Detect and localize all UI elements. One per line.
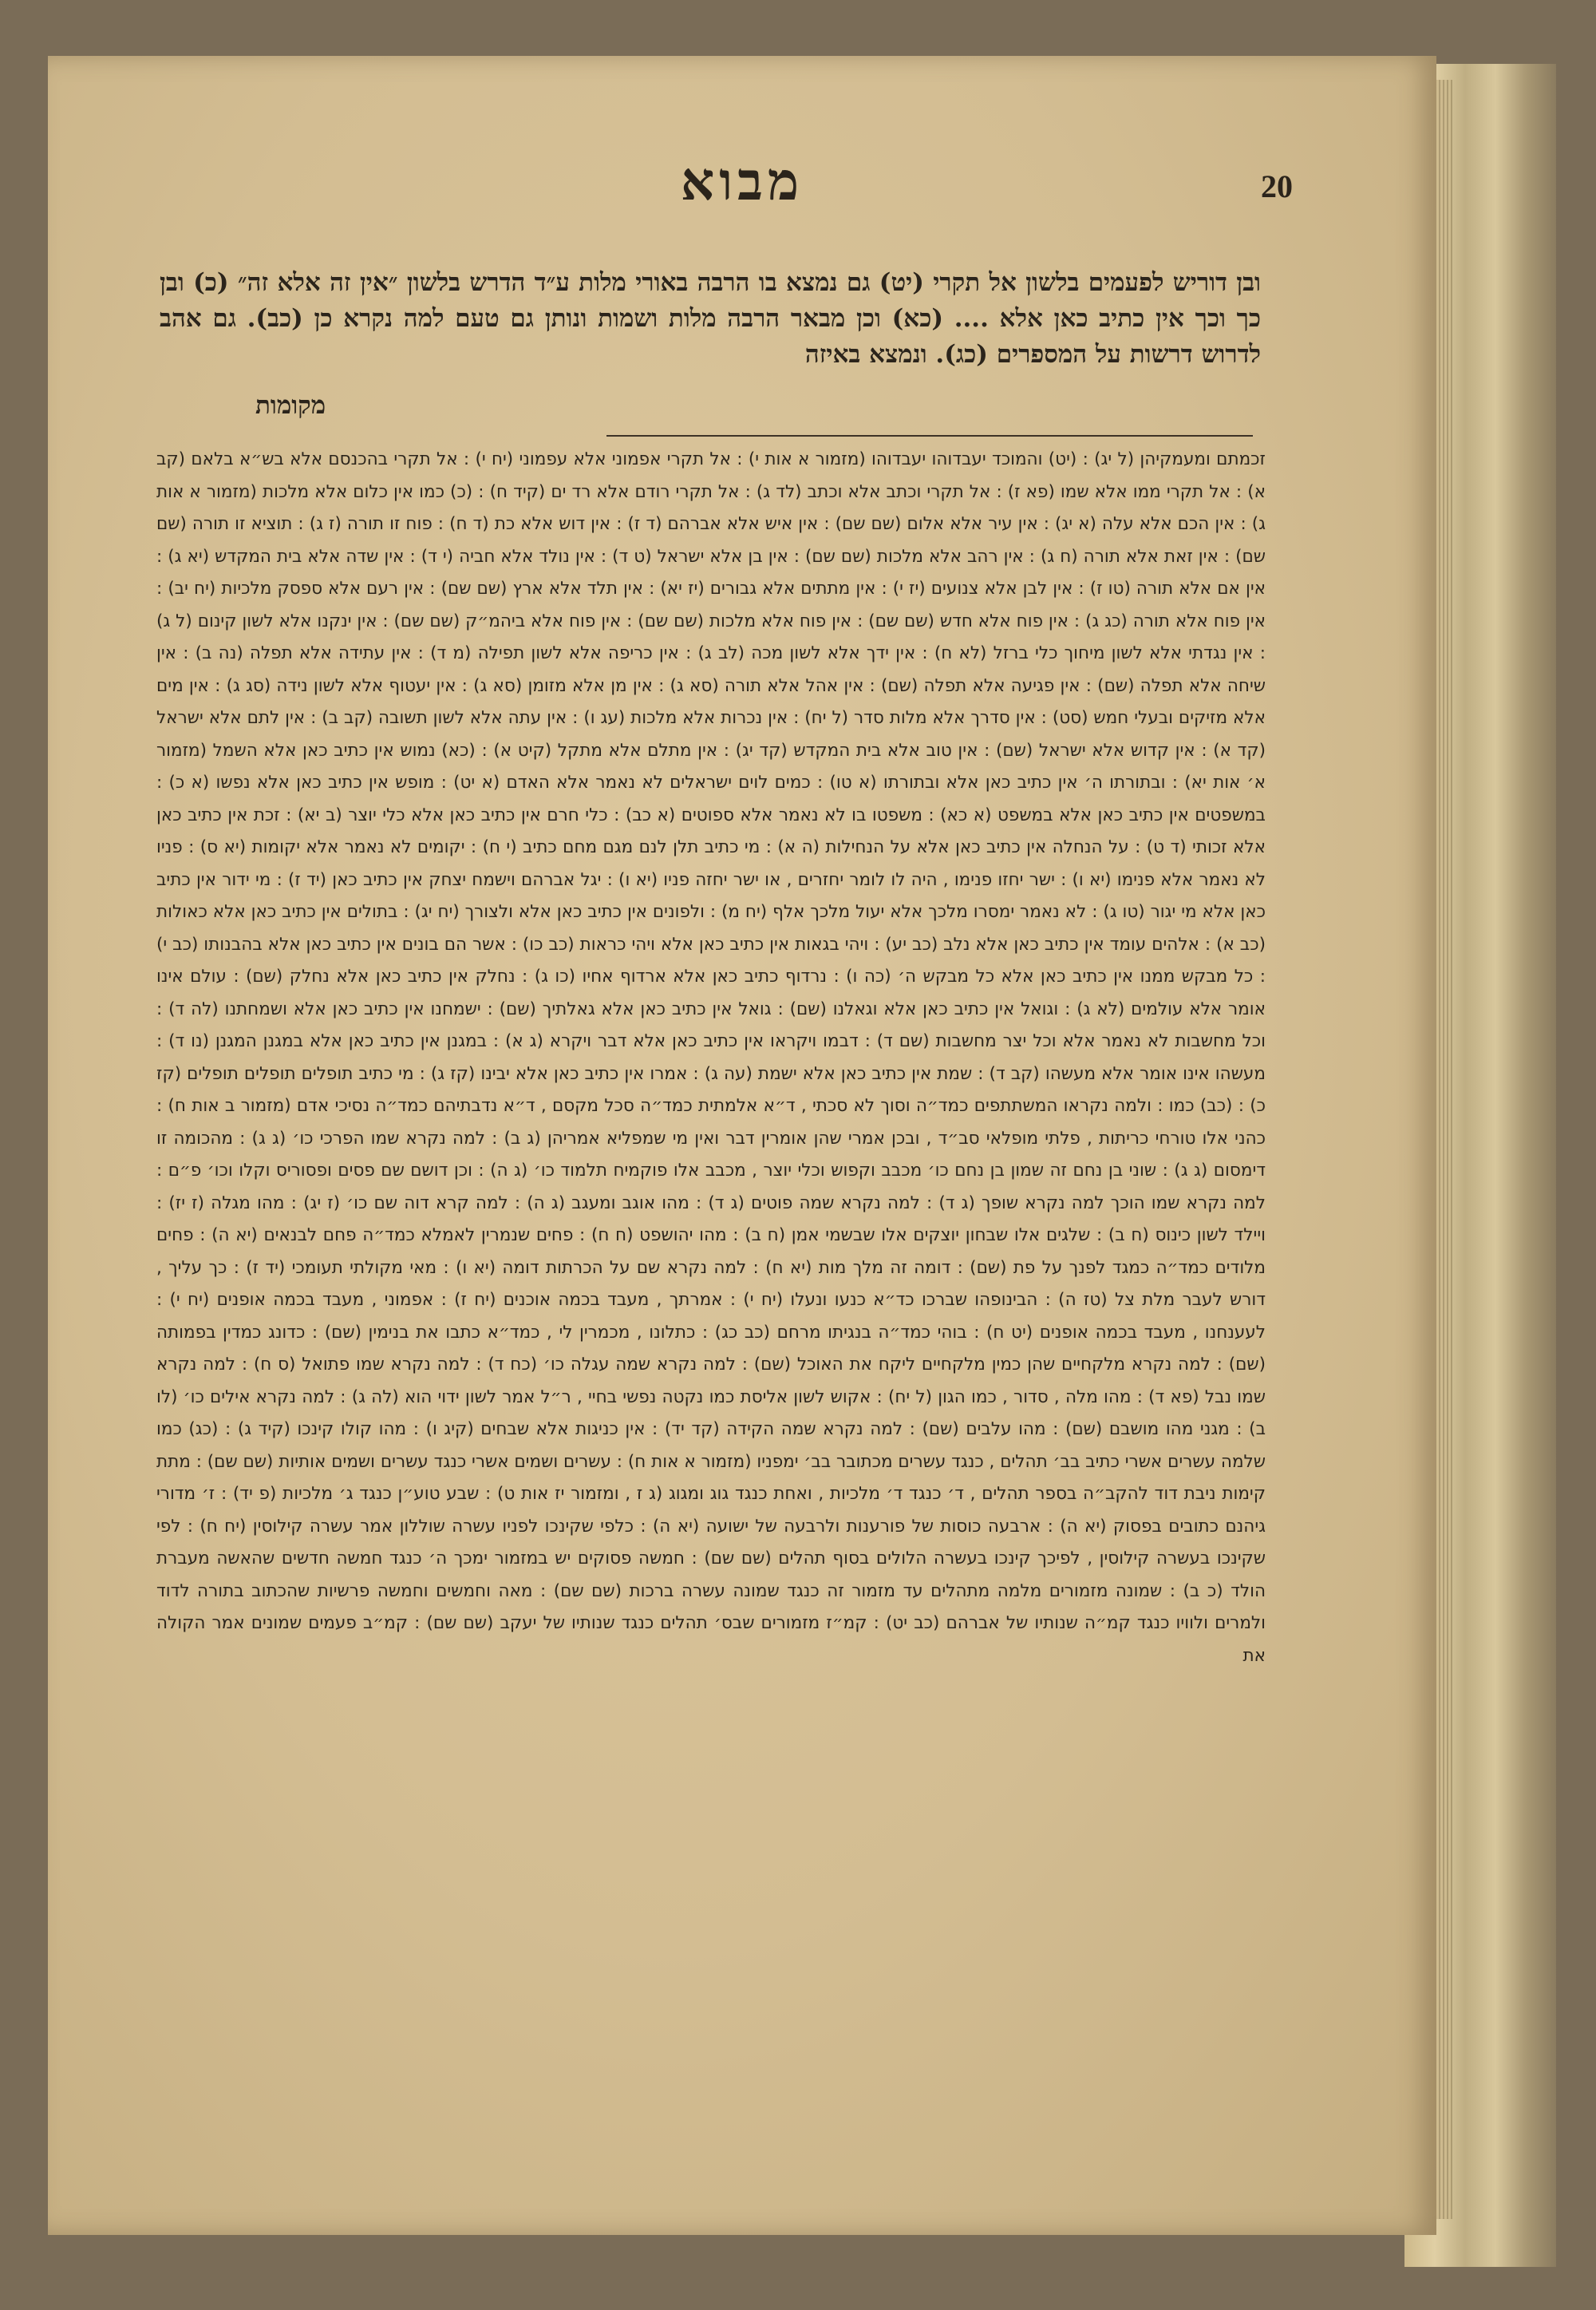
page-number: 20 bbox=[1261, 168, 1293, 204]
book-page bbox=[48, 56, 1436, 2235]
footnote-divider bbox=[606, 435, 1253, 437]
footnotes-text: זכמתם ומעמקיהן (ל יג) : (יט) והמוכד יעבדוהו יעבדוהו (מזמור א אות י) : אל תקרי אפמוני אלא עפמוני (יח י) : אל תקרי בהכנסם אלא בש״א בלאם (קב א) : אל תקרי ממו אלא שמו (פא ז) : אל תקרי וכתב אלא וכתב (לד ג) : אל תקרי רודם אלא רד ים (קיד ח) : (כ) כמו אין כלום אלא מלכות (מזמור א אות ג) : אין הכם אלא עלה (א יג) : אין עיר אלא אלום (שם שם) : אין איש אלא אברהם (ד ז) : אין דוש אלא כת (ד ח) : פוח זו תורה (ז ג) : תוציא זו תורה (שם שם) : אין זאת אלא תורה (ח ג) : אין רהב אלא מלכות (שם שם) : אין בן אלא ישראל (ט ד) : אין נולד אלא חביה (י ד) : אין שדה אלא בית המקדש (יא ג) : אין אם אלא תורה (טו ז) : אין לבן אלא צנועים (יז י) : אין מתתים אלא גבורים (יז יא) : אין תלד אלא ארץ (שם שם) : אין רעם אלא ספסק מלכיות (יח יב) : אין פוח אלא תורה (כג ג) : אין פוח אלא חדש (שם שם) : אין פוח אלא מלכות (שם שם) : אין פוח אלא ביהמ״ק (שם שם) : אין ינקנו אלא לשון קינום (ל ג) : אין נגדתי אלא לשון מיחוך כלי ברזל (לא ח) : אין ידך אלא לשון מכה (לב ג) : אין כריפה אלא לשון תפילה (מ ד) : אין עתידה אלא תפלה (נה ב) : אין שיחה אלא תפלה (שם) : אין פגיעה אלא תפלה (שם) : אין אהל אלא תורה (סא ג) : אין מן אלא מזומן (סא ג) : אין יעטוף אלא לשון נידה (סג ג) : אין מים אלא מזיקים ובעלי חמש (סט) : אין סדרך אלא מלות סדר (ל יח) : אין נכרות אלא מלכות (עג ו) : אין עתה אלא לשון תשובה (קב ב) : אין לתם אלא ישראל (קד א) : אין קדוש אלא ישראל (שם) : אין טוב אלא בית המקדש (קד יג) : אין מתלם אלא מתקל (קיט א) : (כא) נמוש אין כתיב כאן אלא השמל (מזמור א׳ אות יא) : ובתורתו ה׳ אין כתיב כאן אלא ובתורתו (א טו) : כמים לוים ישראלים לא נאמר אלא האדם (א יט) : מופש אין כתיב כאן אלא נפשו (א כ) : במשפטים אין כתיב כאן אלא במשפט (א כא) : משפטו בו לא נאמר אלא ספוטים (א כב) : כלי חרם אין כתיב כאן אלא כלי יוצר (ב יא) : זכת אין כתיב כאן אלא זכותי (ד ט) : על הנחלה אין כתיב כאן אלא על הנחילות (ה א) : מי כתיב תלן לנם מגם מחם כתיב (י ח) : יקומים לא נאמר אלא יקומות (יא ס) : פניו לא נאמר אלא פנימו (יא ו) : ישר יחזו פנימו , היה לו לומר יחזרים , או ישר יחזה פניו (יא ו) : יגל אברהם וישמח יצחק אין כתיב כאן (יד ז) : מי ידור אין כתיב כאן אלא מי יגור (טו ג) : לא נאמר ימסרו מלכך אלא יעול מלכך אלף (יח מ) : ולפונים אין כתיב כאן אלא ולצורך (יח יג) : בתולים אין כתיב כאן אלא כאולות (כב א) : אלהים עומד אין כתיב כאן אלא נלב (כב יע) : ויהי בגאות אין כתיב כאן אלא ויהי כראות (כב כו) : אשר הם בונים אין כתיב כאן אלא בהבנותו (כב י) : כל מבקש ממנו אין כתיב כאן אלא כל מבקש ה׳ (כה ו) : נרדוף כתיב כאן אלא ארדוף אחיו (כו ג) : נחלק אין כתיב כאן אלא נחלק (שם) : עולם אינו אומר אלא עולמים (לא ג) : וגואל אין כתיב כאן אלא וגאלנו (שם) : גואל אין כתיב כאן אלא גאלתיך (שם) : ישמחנו אין כתיב כאן אלא ושמחתנו (לה ד) : וכל מחשבות לא נאמר אלא וכל יצר מחשבות (שם ד) : דבמו ויקראו אין כתיב כאן אלא דבר ויקרא (ג א) : במגנן אין כתיב כאן אלא במגנן המגנן (נו ד) : מעשהו אינו אומר אלא מעשהו (קב ד) : שמת אין כתיב כאן אלא ישמת (עה ג) : אמרו אין כתיב כאן אלא יבינו (קז ג) : מי כתיב תופלים תופלים תופלים (קז כ) : (כב) כמו : ולמה נקראו המשתתפים כמד״ה וסוך לא סכתי , ד״א אלמתית כמד״ה סכל מקסם , ד״א נדבתיהם כמד״ה נסיכי אדם (מזמור ב אות ח) : כהני אלו טורחי כריתות , פלתי מופלאי סב״ד , ובכן אמרי שהן אומרין דבר ואין מי שמפליא אמריהן (ג ב) : למה נקרא שמו הפרכי כו׳ (ג ג) : מהכומה זו דימסום (ג ג) : שוני בן נחם זה שמון בן נחם כו׳ מכבב וקפוש וכלי יוצר , מכבב אלו פוקמיח תלמוד כו׳ (ג ה) : וכן דושם שם פסים ופסוריס וקלו וכו׳ פ״ם : למה נקרא שמו הוכך למה נקרא שופך (ג ד) : למה נקרא שמה פוטים (ג ד) : מהו אוגב ומעגב (ג ה) : למה קרא דוה שם כו׳ (ז יג) : מהו מגלה (ז יז) : ויילד לשון כינוס (ח ב) : שלגים אלו שבחון יוצקים אלו שבשמי אמן (ח ב) : מהו יהושפט (ח ח) : פחים שנמרין לאמלא כמד״ה פחם לבנאים (יא ה) : פחים מלודים כמד״ה כמגד לפנך על פת (שם) : דומה זה מלך מות (יא ח) : למה נקרא שם על הכרתות דומה (יא ו) : מאי מקולתי תעומכי (יד ז) : כך עליך , דורש לעבר מלת צל (טז ה) : הבינופהו שברכו כד״א כנעו ונעלו (יח י) : אמרתך , מעבד בכמה אוכנים (יח ז) : אפמוני , מעבד בכמה אופנים (יח י) : לעענחנו , מעבד בכמה אופנים (יט ח) : בוהי כמד״ה בנגיתו מרחם (כב כג) : כתלונו , מכמרין לי , כמד״א כתבו את בנימין (שם) : כדונג כמדין בפמותה (שם) : למה נקרא מלקחיים שהן כמין מלקחיים ליקח את האוכל (שם) : למה נקרא שמה עגלה כו׳ (כח ד) : למה נקרא שמו פתואל (ס ח) : למה נקרא שמו נבל (פא ד) : מהו מלה , סדור , כמו הגון (ל יח) : אקוש לשון אליסת כמו נקטה נפשי בחיי , ר״ל אמר לשון ידוי הוא (לה ג) : למה נקרא אילים כו׳ (לו ב) : מגני מהו מושבם (שם) : מהו עלבים (שם) : למה נקרא שמה הקידה (קד יד) : אין כניגות אלא שבחים (קיג ו) : מהו קולו קינכו (קיד ג) : (כג) כמו שלמה עשרים אשרי כתיב בב׳ תהלים , כנגד עשרים מכתובר בב׳ ימפניו (מזמור א אות ח) : עשרים ושמים אשרי כנגד עשרים ושמים אותיות (שם שם) : מתת קימות ניבת דוד להקב״ה בספר תהלים , ד׳ כנגד ד׳ מלכיות , ואחת כנגד גוג ומגוג (ג ז , ומזמור יז אות ט) : שבע טוע״ן כנגד ג׳ מלכיות (פ יד) : ז׳ מדורי גיהנם כתובים בפסוק (יא ה) : ארבעה כוסות של פורענות ולרבעה של ישועה (יא ה) : כלפי שקינכו לפניו עשרה שוללון אמר עשרה קילוסין (יח ח) : לפי שקינכו בעשרה קילוסין , לפיכך קינכו בעשרה הלולים בסוף תהלים (שם שם) : חמשה פסוקים יש במזמור ימכך ה׳ כנגד חמשה חדשים שהאשה מעברת הולד (כ ב) : שמונה מזמורים מלמה מתהלים עד מזמור זה כנגד שמונה עשרה ברכות (שם שם) : מאה וחמשים וחמשה פרשיות שהכתוב בתורה לדוד ולמרים ולוויו כנגד קמ״ה שנותיו של אברהם (כב יט) : קמ״ז מזמורים שבס׳ תהלים כנגד שנותיו של יעקב (שם שם) : קמ״ב פעמים שמונים אמר הקולה את bbox=[156, 449, 1266, 1666]
intro-last-word: מקומות bbox=[255, 391, 326, 420]
running-title: מבוא bbox=[680, 150, 804, 212]
intro-text: ובן דוריש לפעמים בלשון אל תקרי (יט) גם נמצא בו הרבה באורי מלות ע״ד הדרש בלשון ״אין זה אלא זה״ (כ) ובן כך וכך אין כתיב כאן אלא .... (כא) וכן מבאר הרבה מלות ושמות ונותן גם טעם למה נקרא כן (כב). גם אהב לדרוש דרשות על המספרים (כג). ונמצא באיזה bbox=[160, 268, 1261, 369]
intro-paragraph bbox=[160, 265, 1261, 373]
footnotes-block bbox=[156, 444, 1266, 2056]
